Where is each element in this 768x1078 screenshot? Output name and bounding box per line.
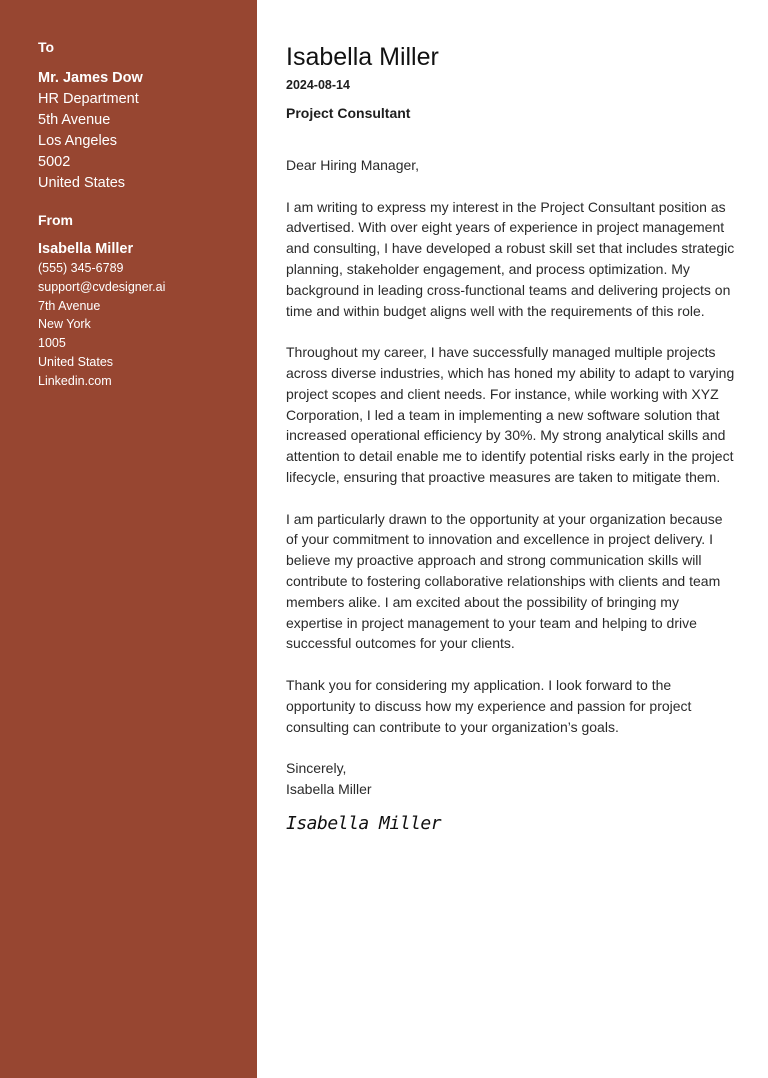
paragraph-1: I am writing to express my interest in the Project Consultant position as advertised. With over eight years of experience in project management and consulting, I have developed a robust skill set that includes strategic planning, stakeholder engagement, and process optimization. My background in leading cross-functional teams and delivering projects on time and within budget aligns well with the requirements of this role.: [286, 198, 735, 319]
recipient-name: Mr. James Dow: [38, 70, 143, 86]
sender-section: [38, 212, 248, 391]
signature: Isabella Miller: [286, 812, 442, 834]
letter-date: 2024-08-14: [286, 78, 350, 92]
greeting: Dear Hiring Manager,: [286, 157, 420, 173]
closing: Sincerely,: [286, 760, 347, 777]
paragraph-2: Throughout my career, I have successfully managed multiple projects across diverse industries, which has honed my ability to adapt to varying project scopes and client needs. For instance, while working with XYZ Corporation, I led a team in implementing a new software solution that increased operational efficiency by 30%. My strong analytical skills and attention to detail enable me to identify potential risks early in the project lifecycle, ensuring that proactive measures are taken to mitigate them.: [286, 344, 735, 485]
recipient-heading: To: [38, 39, 55, 55]
recipient-section: [38, 39, 248, 194]
recipient-city: Los Angeles: [38, 133, 118, 149]
sidebar: [0, 0, 257, 1078]
recipient-street: 5th Avenue: [38, 112, 111, 128]
letter-body: [286, 41, 738, 836]
paragraph-3: I am particularly drawn to the opportunity at your organization because of your commitment to innovation and excellence in project delivery. I believe my proactive approach and strong communication skills will contribute to fostering collaborative relationships with clients and team members alike. I am excited about the possibility of bringing my expertise in project management to your team and helping to drive successful outcomes for your clients.: [286, 510, 723, 652]
sender-phone: (555) 345-6789: [38, 261, 124, 275]
closing-name: Isabella Miller: [286, 780, 372, 797]
sender-street: 7th Avenue: [38, 298, 101, 313]
sender-name: Isabella Miller: [38, 241, 134, 257]
sender-country: United States: [38, 354, 114, 369]
page-title: Isabella Miller: [286, 43, 439, 71]
recipient-department: HR Department: [38, 91, 139, 107]
job-title: Project Consultant: [286, 105, 411, 121]
sender-linkedin: Linkedin.com: [38, 373, 112, 388]
sender-email: support@cvdesigner.ai: [38, 279, 166, 294]
sender-postcode: 1005: [38, 336, 66, 351]
sender-city: New York: [38, 317, 91, 332]
paragraph-4: Thank you for considering my application. I look forward to the opportunity to discuss how my experience and passion for project consulting can contribute to your organization’s goals.: [286, 676, 692, 735]
sender-heading: From: [38, 212, 73, 228]
recipient-postcode: 5002: [38, 154, 71, 170]
recipient-country: United States: [38, 175, 126, 191]
